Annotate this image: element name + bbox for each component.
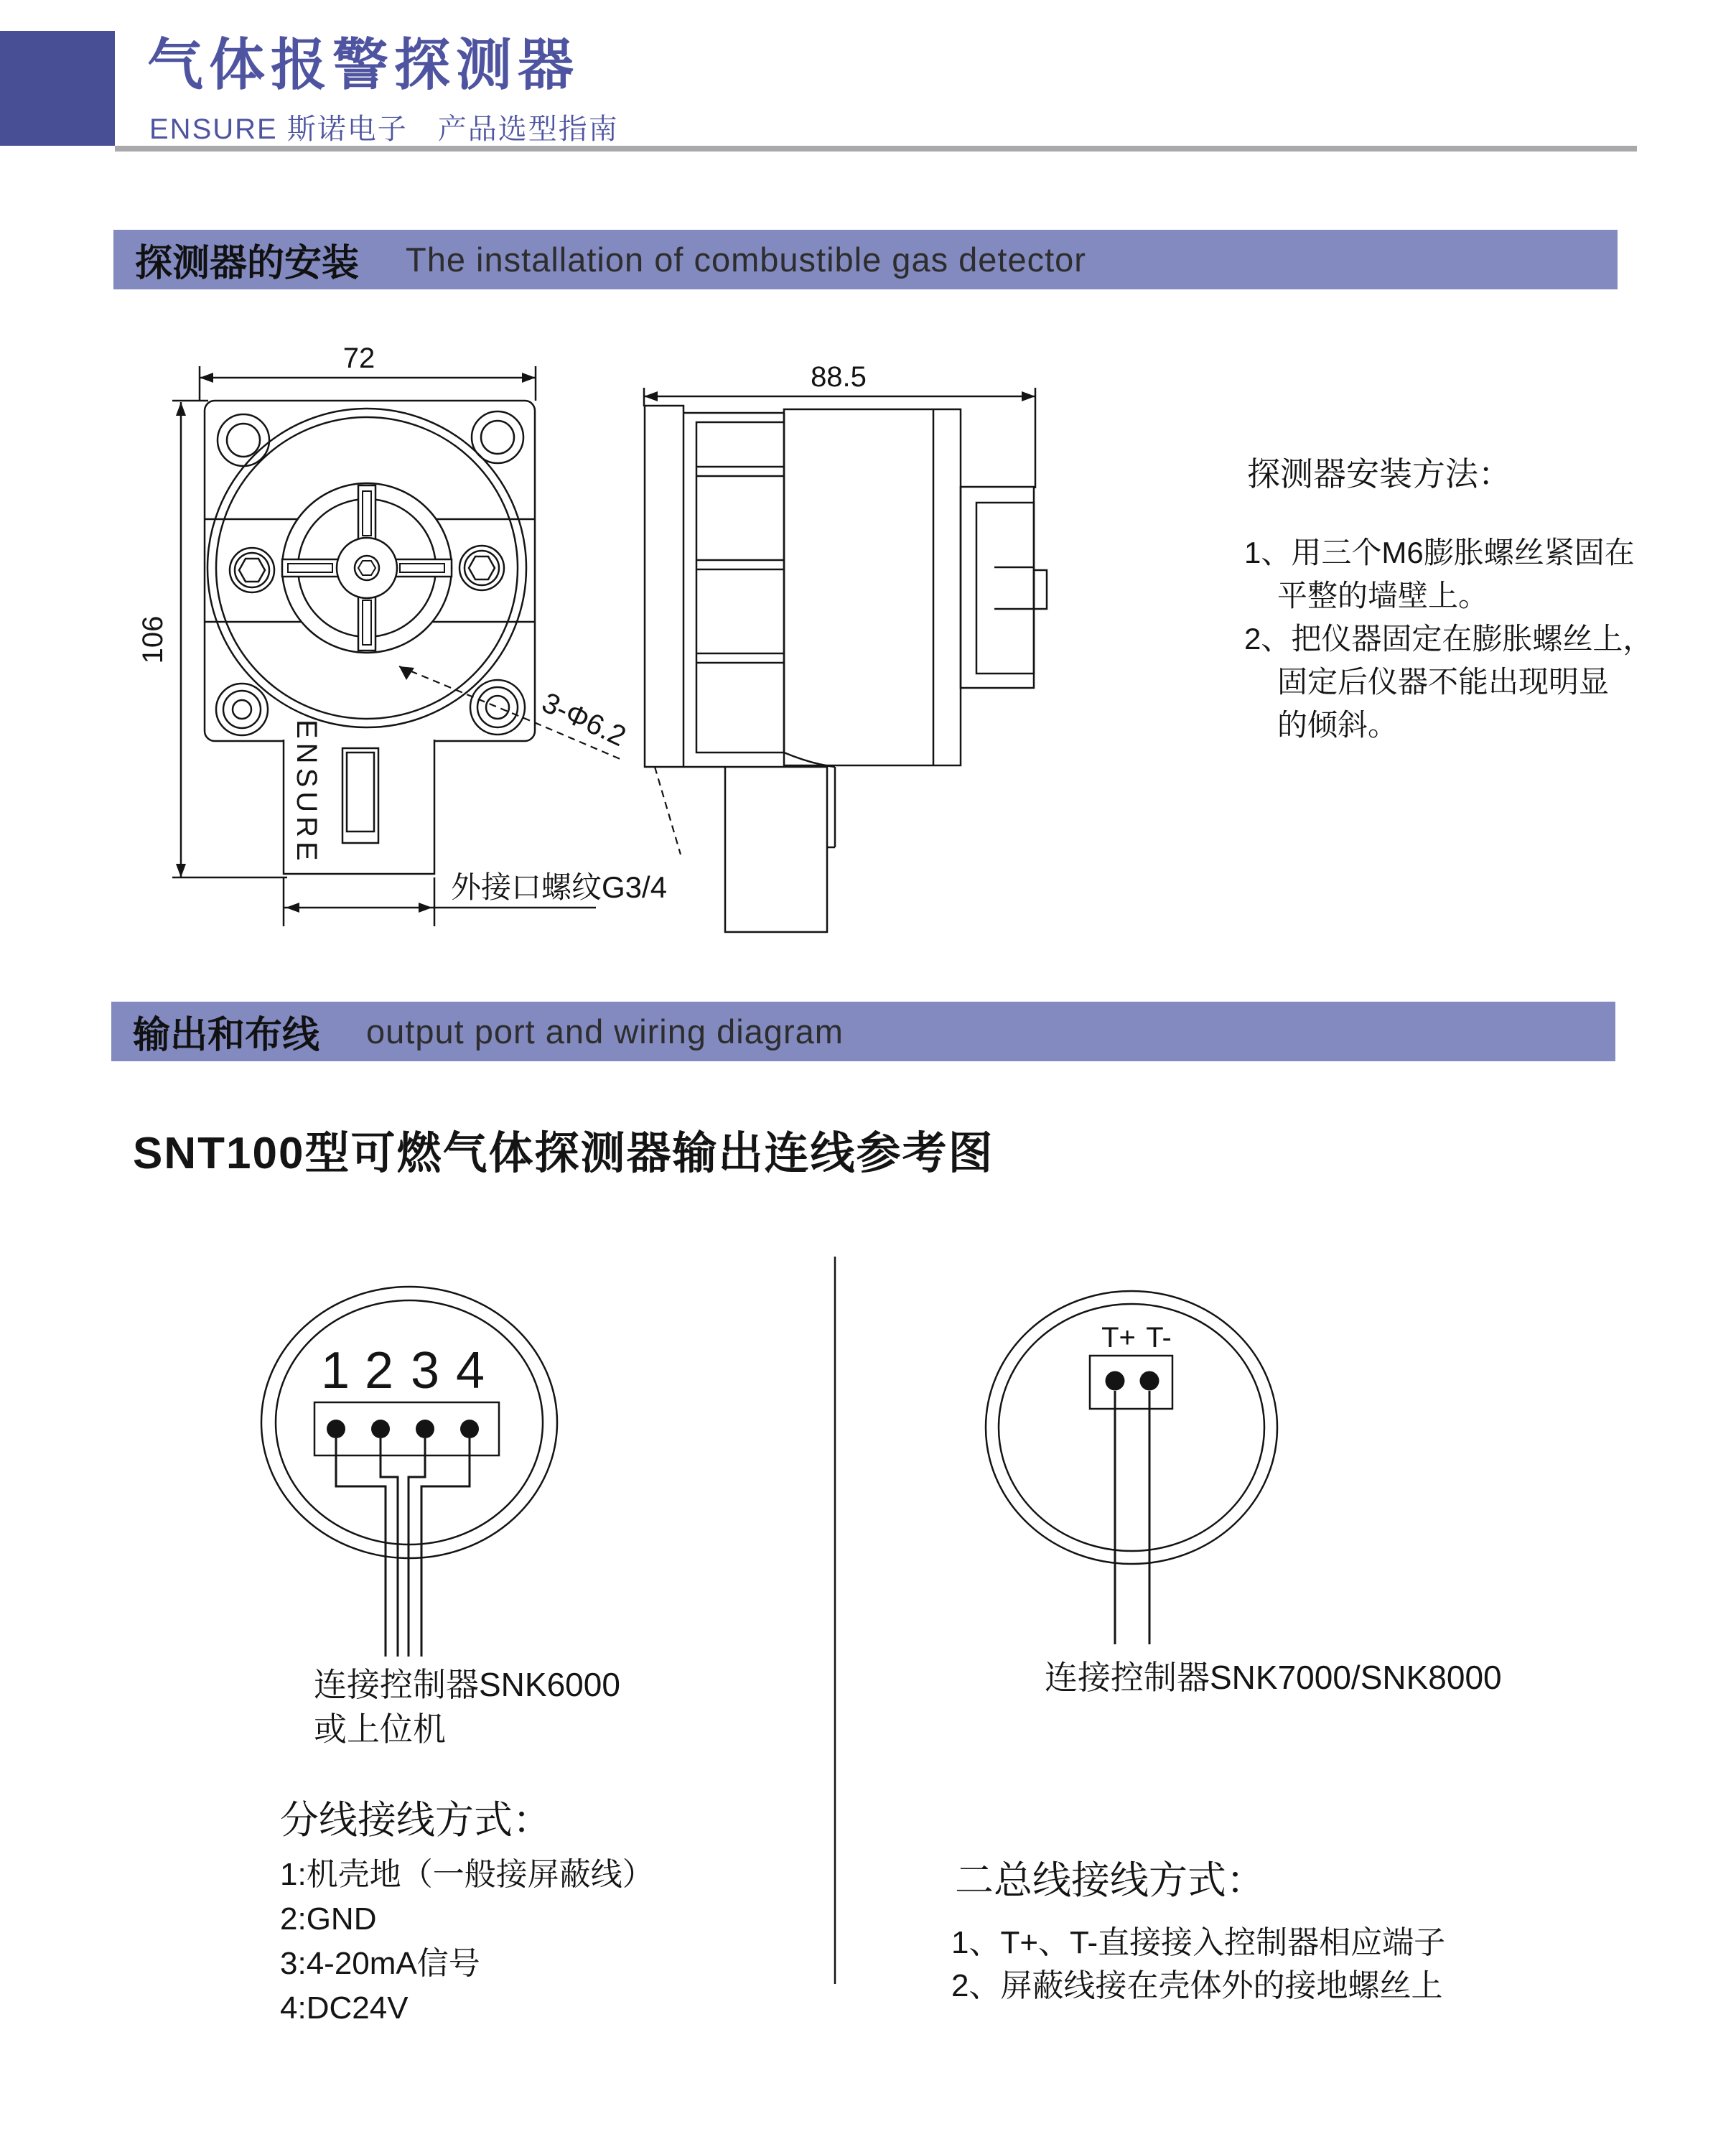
wiring-diagrams [261, 1257, 1277, 1984]
branch-caption-line2: 或上位机 [314, 1710, 446, 1748]
terminal-label: T- [1146, 1322, 1172, 1354]
section2-title-en: output port and wiring diagram [366, 1012, 844, 1050]
method-line: 固定后仪器不能出现明显 [1277, 665, 1610, 699]
terminal-dot [416, 1420, 434, 1438]
terminal-dot [460, 1420, 479, 1438]
branch-wiring-diagram [261, 1287, 557, 1657]
bus-caption: 连接控制器SNK7000/SNK8000 [1045, 1659, 1502, 1696]
page-subtitle: ENSURE 斯诺电子 产品选型指南 [149, 113, 619, 145]
terminal-number: 2 [364, 1342, 394, 1399]
thread-label: 外接口螺纹G3/4 [451, 870, 668, 904]
install-method-title: 探测器安装方法： [1247, 455, 1511, 493]
terminal-number: 1 [320, 1342, 350, 1399]
list-item: 1、T+、T-直接接入控制器相应端子 [951, 1925, 1446, 1960]
list-item: 2、屏蔽线接在壳体外的接地螺丝上 [951, 1968, 1443, 2003]
section1-title-zh: 探测器的安装 [135, 243, 360, 284]
brand-label: ENSURE [291, 719, 322, 865]
side-view-drawing [644, 361, 1047, 932]
wire [381, 1438, 398, 1657]
section1-title-en: The installation of combustible gas detector [406, 241, 1086, 279]
holes-label: 3-Φ6.2 [537, 686, 631, 753]
list-item: 1:机壳地（一般接屏蔽线） [280, 1857, 654, 1892]
terminal-number: 4 [455, 1342, 485, 1399]
page-title: 气体报警探测器 [147, 33, 580, 96]
list-item: 3:4-20mA信号 [280, 1946, 480, 1981]
wire [409, 1438, 425, 1657]
branch-caption-line1: 连接控制器SNK6000 [314, 1666, 620, 1703]
method-line: 的倾斜。 [1277, 708, 1399, 742]
terminal-dot [1106, 1371, 1125, 1391]
bus-wiring-diagram [986, 1291, 1277, 1644]
terminal-dot [371, 1420, 390, 1438]
list-item: 4:DC24V [280, 1990, 409, 2026]
bus-method-title: 二总线接线方式： [955, 1859, 1265, 1902]
wire [421, 1438, 470, 1657]
terminal-number: 3 [410, 1342, 440, 1399]
front-width-dim: 72 [342, 343, 375, 374]
method-line: 2、把仪器固定在膨胀螺丝上， [1244, 622, 1653, 656]
wiring-reference-title: SNT100型可燃气体探测器输出连线参考图 [133, 1129, 994, 1178]
method-line: 平整的墙壁上。 [1277, 579, 1489, 612]
terminal-label: T+ [1101, 1322, 1136, 1354]
side-depth-dim: 88.5 [811, 361, 867, 393]
front-view-drawing [137, 343, 667, 926]
list-item: 2:GND [280, 1901, 377, 1937]
wire [336, 1438, 386, 1657]
front-height-dim: 106 [137, 615, 169, 664]
method-line: 1、用三个M6膨胀螺丝紧固在 [1244, 536, 1635, 569]
branch-method-title: 分线接线方式： [280, 1799, 551, 1842]
terminal-dot [327, 1420, 345, 1438]
section2-title-zh: 输出和布线 [133, 1015, 320, 1056]
terminal-dot [1140, 1371, 1159, 1391]
